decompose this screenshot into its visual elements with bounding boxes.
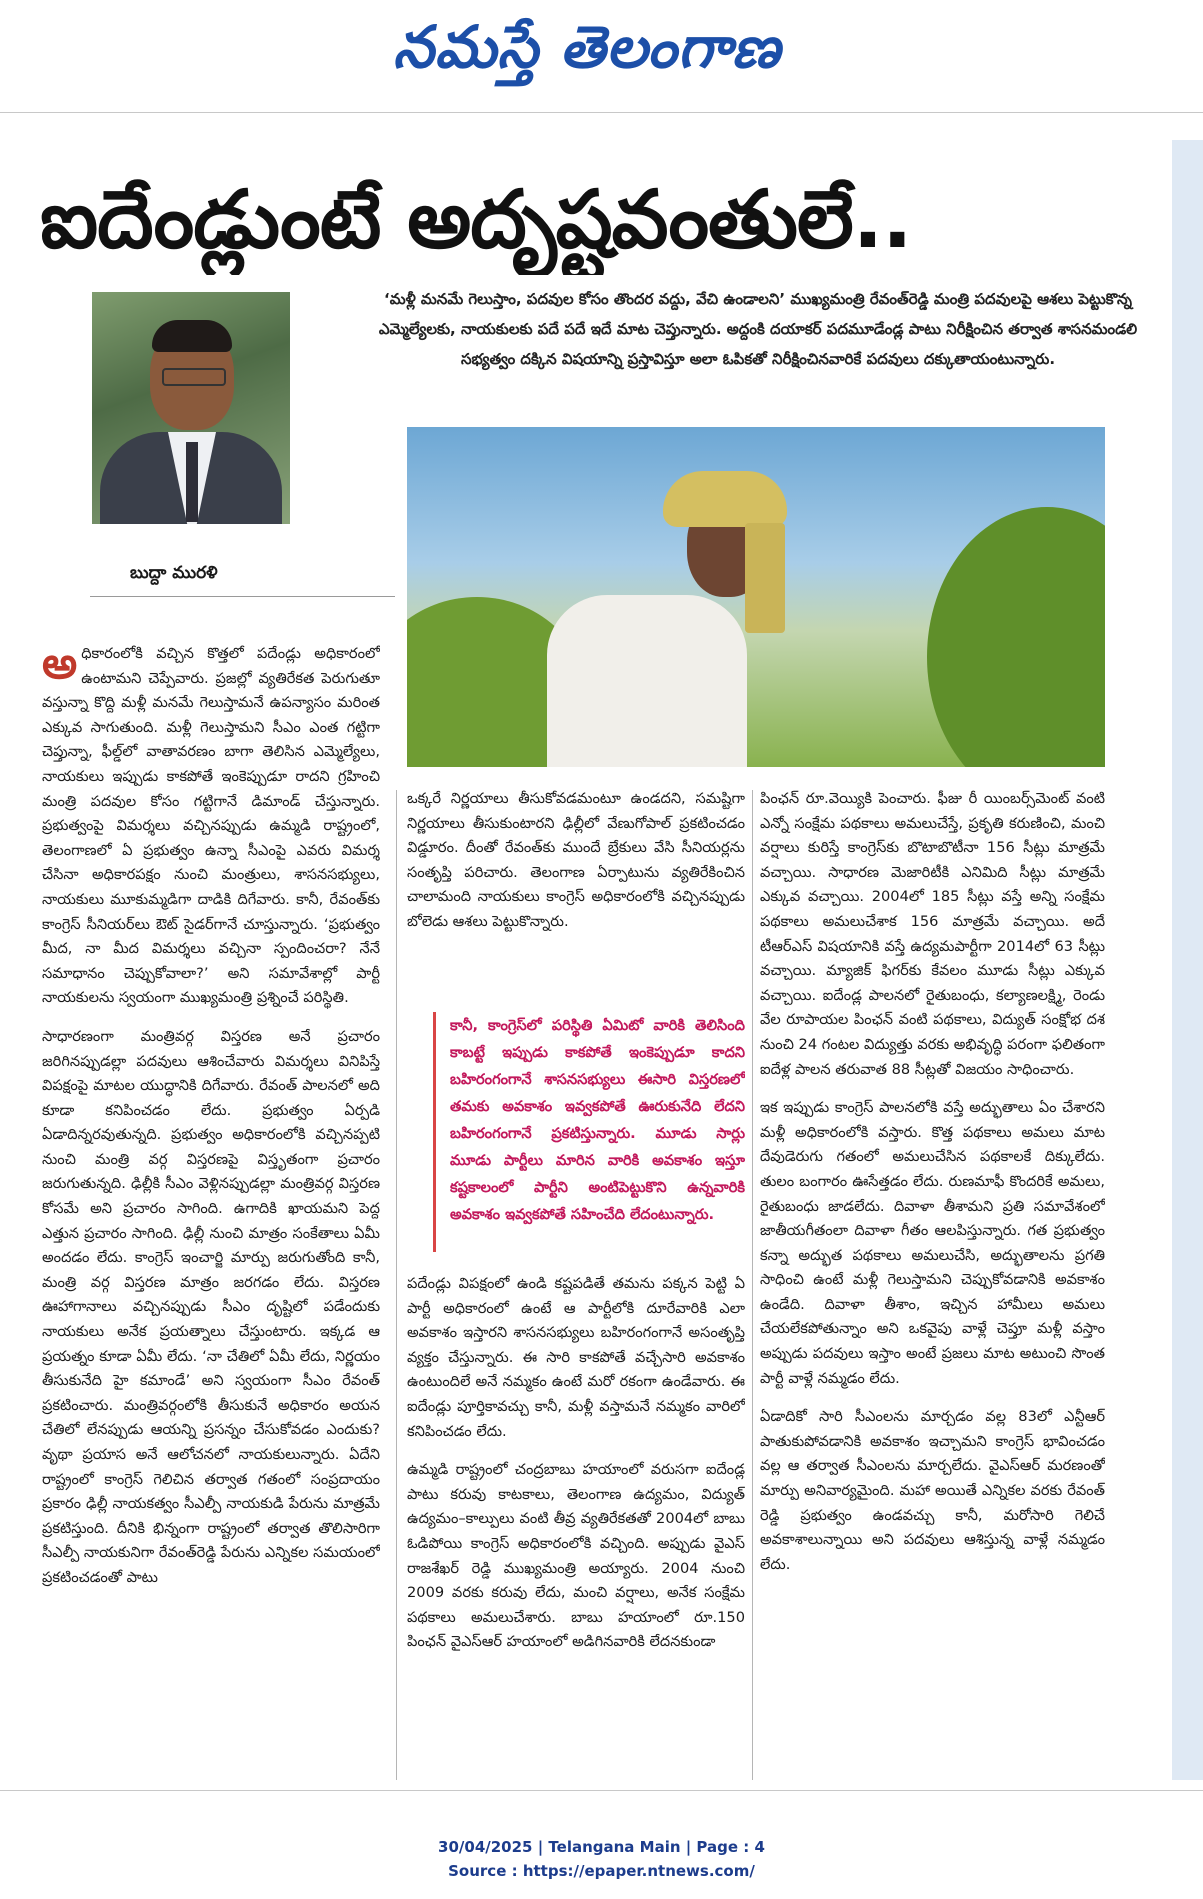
col3-paragraph-2: ఇక ఇప్పుడు కాంగ్రెస్ పాలనలోకి వస్తే అద్భుతాలు ఏం చేశారని మళ్లీ అధికారంలోకి వస్తారు. కొత్త పథకాలు అమలు మాట దేవుడెరుగు గతంలో అమలుచేసిన పథకాలకే దిక్కులేదు. తులం బంగారం ఊసేత్తడం లేదు. రుణమాఫీ కొందరికే అమలు, రైతుబంధు జాడలేదు. దివాళా తీశామని ప్రతి సమావేశంలో జాతీయగీతంలా దివాళా గీతం ఆలపిస్తున్నారు. గత ప్రభుత్వం కన్నా అద్భుత పథకాలు అమలుచేసి, అద్భుతాలను ప్రగతి సాధించి ఉంటే మళ్లీ గెలుస్తామని చెప్పుకోవడానికి అవకాశం ఉండేది. దివాళా తీశాం, ఇచ్చిన హామీలు అమలు చేయలేకపోతున్నాం అని ఒకవైపు వాళ్లే చెప్తూ మళ్లీ వస్తాం అప్పుడు పదవులు ఇస్తాం అంటే ప్రజలు మాట అటుంచి సొంత పార్టీ వాళ్లే నమ్మడం లేదు. [760,1099,1105,1387]
newspaper-logo: నమస్తే తెలంగాణ [393,13,781,81]
col1-paragraph-2: సాధారణంగా మంత్రివర్గ విస్తరణ అనే ప్రచారం జరిగినప్పుడల్లా పదవులు ఆశించేవారు విమర్శలు వినిపిస్తే విపక్షంపై మాటల యుద్ధానికి దిగేవారు. రేవంత్ పాలనలో అది కూడా కనిపించడం లేదు. ప్రభుత్వం ఏర్పడి ఏడాదిన్నరవుతున్నది. ప్రభుత్వం అధికారంలోకి వచ్చినప్పటి నుంచి మంత్రి వర్గ విస్తరణపై విస్తృతంగా ప్రచారం జరుగుతున్నది. ఢిల్లీకి సీఎం వెళ్లినప్పుడల్లా మంత్రివర్గ విస్తరణ కోసమే అని ప్రచారం సాగింది. ఉగాదికి ఖాయమని పెద్ద ఎత్తున ప్రచారం సాగింది. ఢిల్లీ నుంచి మాత్రం సంకేతాలు ఏమీ అందడం లేదు. కాంగ్రెస్ ఇంచార్జి మార్పు జరుగుతోంది కానీ, మంత్రి వర్గ విస్తరణ మాత్రం జరగడం లేదు. విస్తరణ ఊహాగానాలు వచ్చినప్పుడు సీఎం దృష్టిలో పడేందుకు నాయకులు అనేక ప్రయత్నాలు చేస్తుంటారు. ఇక్కడ ఆ ప్రయత్నం కూడా ఏమీ లేదు. ‘నా చేతిలో ఏమీ లేదు, నిర్ణయం తీసుకునేది హై కమాండే’ అని స్వయంగా సీఎం రేవంత్ ప్రకటించారు. మంత్రివర్గంలోకి తీసుకునే అధికారం అయన చేతిలో లేనప్పుడు ఆయన్ని ప్రసన్నం చేసుకోవడం ఎందుకు? వృథా ప్రయాస అనే ఆలోచనలో నాయకులున్నారు. ఏదేని రాష్ట్రంలో కాంగ్రెస్ గెలిచిన తర్వాత గతంలో సంప్రదాయం ప్రకారం ఢిల్లీ నాయకత్వం సీఎల్పీ నాయకుడి పేరును మాత్రమే ప్రకటిస్తుంది. దీనికి భిన్నంగా రాష్ట్రంలో తర్వాత తొలిసారిగా సీఎల్పీ నాయకునిగా రేవంత్‌రెడ్డి పేరును ఎన్నికల సమయంలో ప్రకటించడంతో పాటు [42,1027,380,1586]
page-margin-strip [1172,140,1203,1780]
page-dateline: 30/04/2025 | Telangana Main | Page : 4 [438,1838,765,1856]
col2-paragraph-3: ఉమ్మడి రాష్ట్రంలో చంద్రబాబు హయాంలో వరుసగా ఐదేండ్ల పాటు కరువు కాటకాలు, తెలంగాణ ఉద్యమం, విద్యుత్ ఉద్యమం–కాల్పులు వంటి తీవ్ర వ్యతిరేకతతో 2004లో బాబు ఓడిపోయి కాంగ్రెస్ అధికారంలోకి వచ్చింది. అప్పుడు వైఎస్ రాజశేఖర్ రెడ్డి ముఖ్యమంత్రి అయ్యారు. 2004 నుంచి 2009 వరకు కరువు లేదు, మంచి వర్షాలు, అనేక సంక్షేమ పథకాలు అమలుచేశారు. బాబు హయాంలో రూ.150 పింఛన్ వైఎస్ఆర్ హయాంలో అడిగినవారికి లేదనకుండా [407,1461,745,1651]
pull-quote: కానీ, కాంగ్రెస్‌లో పరిస్థితి ఏమిటో వారికి తెలిసింది కాబట్టే ఇప్పుడు కాకపోతే ఇంకెప్పుడూ కాదని బహిరంగంగానే శాసనసభ్యులు ఈసారి విస్తరణలో తమకు అవకాశం ఇవ్వకపోతే ఊరుకునేది లేదని బహిరంగంగానే ప్రకటిస్తున్నారు. మూడు సార్లు మూడు పార్టీలు మారిన వారికి అవకాశం ఇస్తూ కష్టకాలంలో పార్టీని అంటిపెట్టుకొని ఉన్నవారికి అవకాశం ఇవ్వకపోతే సహించేది లేదంటున్నారు. [433,1012,745,1252]
column-divider [396,790,397,1780]
column-divider [752,790,753,1780]
masthead-divider [0,112,1203,113]
column-1 [42,642,380,1777]
footer-divider [0,1790,1203,1791]
column-3 [760,787,1105,1777]
byline-divider [90,596,395,597]
column-2 [407,787,745,1777]
drop-cap: అ [42,642,78,689]
col1-paragraph-1: ధికారంలోకి వచ్చిన కొత్తలో పదేండ్లు అధికారంలో ఉంటామని చెప్పేవారు. ప్రజల్లో వ్యతిరేకత పెరుగుతూ వస్తున్నా కొద్ది మళ్లీ మనమే గెలుస్తామనే ఉపన్యాసం మరింత ఎక్కువ సాగుతుంది. మళ్లీ గెలుస్తామని సీఎం ఎంత గట్టిగా చెప్తున్నా, ఫీల్డ్‌లో వాతావరణం బాగా తెలిసిన ఎమ్మెల్యేలు, నాయకులు ఇప్పుడు కాకపోతే ఇంకెప్పుడూ రాదని గ్రహించి మంత్రి పదవుల కోసం గట్టిగానే డిమాండ్ చేస్తున్నారు. ప్రభుత్వంపై విమర్శలు వచ్చినప్పుడు ఉమ్మడి రాష్ట్రంలో, తెలంగాణలో ఏ ప్రభుత్వం ఉన్నా సీఎంపై ఎవరు విమర్శ చేసినా అధికారపక్షం నుంచి మంత్రులు, శాసనసభ్యులు, నాయకులు మూకుమ్మడిగా దాడికి దిగేవారు. కానీ, రేవంత్‌కు కాంగ్రెస్ సీనియర్‌లు ఔట్ సైడర్‌గానే చూస్తున్నారు. ‘ప్రభుత్వం మీద, నా మీద విమర్శలు వచ్చినా స్పందించరా? నేనే సమాధానం చెప్పుకోవాలా?’ అని సమావేశాల్లో పార్టీ నాయకులను స్వయంగా ముఖ్యమంత్రి ప్రశ్నించే పరిస్థితి. [42,645,380,1007]
author-photo [92,292,290,524]
col2-paragraph-2: పదేండ్లు విపక్షంలో ఉండి కష్టపడితే తమను పక్కన పెట్టి ఏ పార్టీ అధికారంలో ఉంటే ఆ పార్టీలోకి దూరేవారికి ఎలా అవకాశం ఇస్తారని శాసనసభ్యులు బహిరంగంగానే అసంతృప్తి వ్యక్తం చేస్తున్నారు. ఈ సారి కాకపోతే వచ్చేసారి అవకాశం ఉంటుందిలే అనే నమ్మకం ఉంటే మరో రకంగా ఉండేవారు. ఈ ఐదేండ్లు పూర్తికావచ్చు కానీ, మళ్లీ వస్తామనే నమ్మకం వారిలో కనిపించడం లేదు. [407,1275,745,1440]
masthead [0,0,1203,112]
article-intro: ‘మళ్లీ మనమే గెలుస్తాం, పదవుల కోసం తొందర వద్దు, వేచి ఉండాలని’ ముఖ్యమంత్రి రేవంత్‌రెడ్డి మంత్రి పదవులపై ఆశలు పెట్టుకొన్న ఎమ్మెల్యేలకు, నాయకులకు పదే పదే ఇదే మాట చెప్తున్నారు. అద్దంకి దయాకర్ పదమూడేండ్ల పాటు నిరీక్షించిన తర్వాత శాసనమండలి సభ్యత్వం దక్కిన విషయాన్ని ప్రస్తావిస్తూ అలా ఓపికతో నిరీక్షించినవారికే పదవులు దక్కుతాయంటున్నారు. [378,290,1138,368]
col3-paragraph-3: ఏడాదికో సారి సీఎంలను మార్చడం వల్ల 83లో ఎన్టీఆర్ పాతుకుపోవడానికి అవకాశం ఇచ్చామని కాంగ్రెస్ భావించడం వల్ల ఆ తర్వాత సీఎంలను మార్చలేదు. వైఎస్ఆర్ మరణంతో మార్పు అనివార్యమైంది. మహా అయితే ఎన్నికల వరకు రేవంత్ రెడ్డి ప్రభుత్వం ఉండవచ్చు కానీ, మరోసారి గెలిచే అవకాశాలున్నాయి అని పదవులు ఆశిస్తున్న వాళ్లే నమ్మడం లేదు. [760,1408,1105,1573]
source-link[interactable]: Source : https://epaper.ntnews.com/ [448,1862,755,1880]
author-byline: బుద్దా మురళి [130,563,218,583]
farmer-photo [407,427,1105,767]
article-headline: ఐదేండ్లుంటే అదృష్టవంతులే.. [40,173,912,266]
col3-paragraph-1: పింఛన్ రూ.వెయ్యికి పెంచారు. ఫీజు రీ యింబర్స్‌మెంట్ వంటి ఎన్నో సంక్షేమ పథకాలు అమలుచేస్తే, ప్రకృతి కరుణించి, మంచి వర్షాలు కురిస్తే కాంగ్రెస్‌కు బొటాబొటీనా 156 సీట్లు మాత్రమే వచ్చాయి. సాధారణ మెజారిటీకి ఎనిమిది సీట్లు మాత్రమే ఎక్కువ వచ్చాయి. 2004లో 185 సీట్లు వస్తే అన్ని సంక్షేమ పథకాలు అమలుచేశాక 156 మాత్రమే వచ్చాయి. అదే టీఆర్ఎస్ విషయానికి వస్తే ఉద్యమపార్టీగా 2014లో 63 సీట్లు వచ్చాయి. మ్యాజిక్ ఫిగర్‌కు కేవలం మూడు సీట్లు ఎక్కువ వచ్చాయి. ఐదేండ్ల పాలనలో రైతుబంధు, కల్యాణలక్ష్మి, రెండు వేల రూపాయల పింఛన్ వంటి పథకాలు, విద్యుత్ సంక్షోభ దశ నుంచి 24 గంటల విద్యుత్తు వరకు అభివృద్ధి పరంగా ఫలితంగా ఐదేళ్ల పాలన తరువాత 88 సీట్లతో విజయం సాధించారు. [760,790,1105,1078]
col2-paragraph-1: ఒక్కరే నిర్ణయాలు తీసుకోవడమంటూ ఉండదని, సమష్టిగా నిర్ణయాలు తీసుకుంటారని ఢిల్లీలో వేణుగోపాల్ ప్రకటించడం విడ్డూరం. దీంతో రేవంత్‌కు ముందే బ్రేకులు వేసి సీనియర్లను సంతృప్తి పరిచారు. తెలంగాణ ఏర్పాటును వ్యతిరేకించిన చాలామంది నాయకులు కాంగ్రెస్ అధికారంలోకి వచ్చినప్పుడు బోలెడు ఆశలు పెట్టుకొన్నారు. [407,790,745,930]
